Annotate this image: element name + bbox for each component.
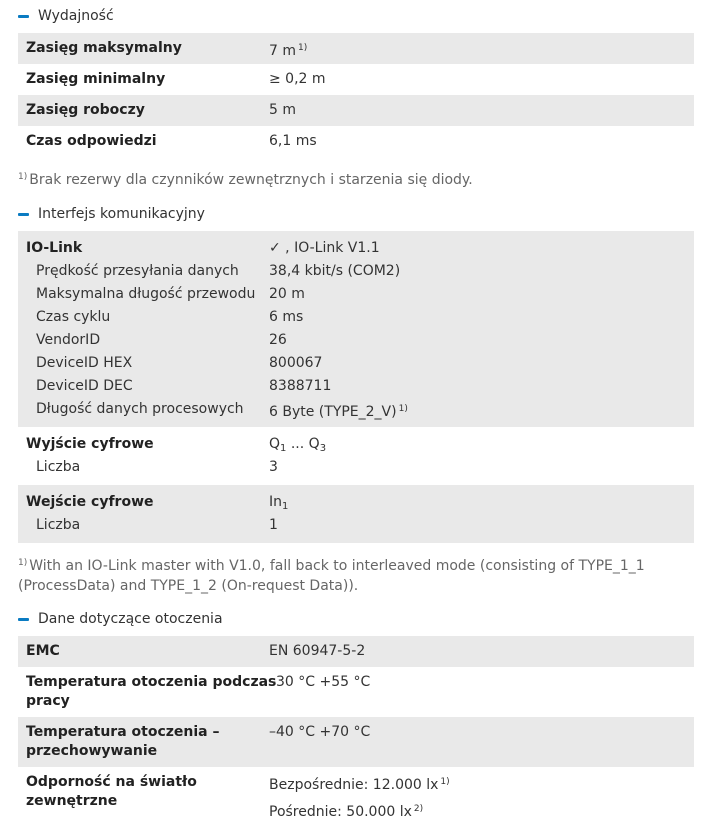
spec-label-continued: pracy [26,693,70,709]
spec-value: 38,4 kbit/s (COM2) [269,263,401,279]
spec-value: Pośrednie: 50.000 lx $^{2)}$ [269,804,424,820]
spec-value: EN 60947-5-2 [269,643,366,659]
collapse-minus-icon[interactable] [18,618,29,621]
section-title: Dane dotyczące otoczenia [38,611,223,627]
spec-sublabel: Liczba [36,517,81,533]
section-title: Interfejs komunikacyjny [38,206,205,222]
spec-row [18,33,694,64]
spec-value: 26 [269,332,287,348]
spec-label: Wejście cyfrowe [26,494,154,510]
spec-label-continued: przechowywanie [26,743,158,759]
spec-value: –30 °C +55 °C [269,674,371,690]
spec-row [18,95,694,126]
spec-label: Temperatura otoczenia podczas [26,674,277,690]
spec-sublabel: DeviceID HEX [36,355,133,371]
spec-value: 5 m [269,102,296,118]
spec-label: Zasięg roboczy [26,102,145,118]
spec-value: ✓ , IO-Link V1.1 [269,240,380,256]
digital-output-group [18,427,694,485]
spec-row [18,636,694,667]
spec-label: Zasięg minimalny [26,71,166,87]
spec-sublabel: DeviceID DEC [36,378,133,394]
spec-row [18,717,694,767]
spec-sublabel: Maksymalna długość przewodu [36,286,256,302]
section-title: Wydajność [38,8,114,24]
spec-value: 1 [269,517,278,533]
spec-label-continued: zewnętrzne [26,793,118,809]
spec-label: IO-Link [26,240,83,256]
spec-value: Bezpośrednie: 12.000 lx $^{1)}$ [269,777,450,793]
spec-row [18,126,694,157]
collapse-minus-icon[interactable] [18,213,29,216]
spec-sublabel: Długość danych procesowych [36,401,244,417]
digital-input-group [18,485,694,543]
footnote: $^{1)}$ With an IO-Link master with V1.0, fall back to interleaved mode (consisting of TYPE_1_1 (ProcessData) and TYPE_1_2 (On-request Data)). [18,558,645,594]
spec-label: Odporność na światło [26,774,197,790]
spec-row [18,667,694,717]
spec-value: $In_1$ [269,494,289,512]
spec-value: 7 m $^{1)}$ [269,43,308,59]
spec-sublabel: Prędkość przesyłania danych [36,263,239,279]
section-header-environment[interactable] [18,609,223,629]
section-header-performance[interactable] [18,6,114,26]
spec-label: Wyjście cyfrowe [26,436,154,452]
footnote: $^{1)}$ Brak rezerwy dla czynników zewnętrznych i starzenia się diody. [18,172,473,188]
spec-row [18,767,694,820]
spec-sublabel: Czas cyklu [36,309,111,325]
iolink-group [18,231,694,427]
spec-sublabel: Liczba [36,459,81,475]
spec-value: 800067 [269,355,323,371]
spec-value: –40 °C +70 °C [269,724,371,740]
spec-label: Temperatura otoczenia – [26,724,220,740]
spec-label: Zasięg maksymalny [26,40,182,56]
spec-value: ≥ 0,2 m [269,71,326,87]
spec-value: 6,1 ms [269,133,317,149]
collapse-minus-icon[interactable] [18,15,29,18]
spec-sublabel: VendorID [36,332,101,348]
spec-label: Czas odpowiedzi [26,133,157,149]
spec-value: $Q_1$ ... $Q_3$ [269,436,327,454]
spec-label: EMC [26,643,60,659]
spec-value: 8388711 [269,378,332,394]
spec-row [18,64,694,95]
spec-value: 20 m [269,286,305,302]
spec-value: 6 Byte (TYPE_2_V) $^{1)}$ [269,404,408,420]
spec-value: 3 [269,459,278,475]
spec-value: 6 ms [269,309,304,325]
section-header-interface[interactable] [18,204,205,224]
